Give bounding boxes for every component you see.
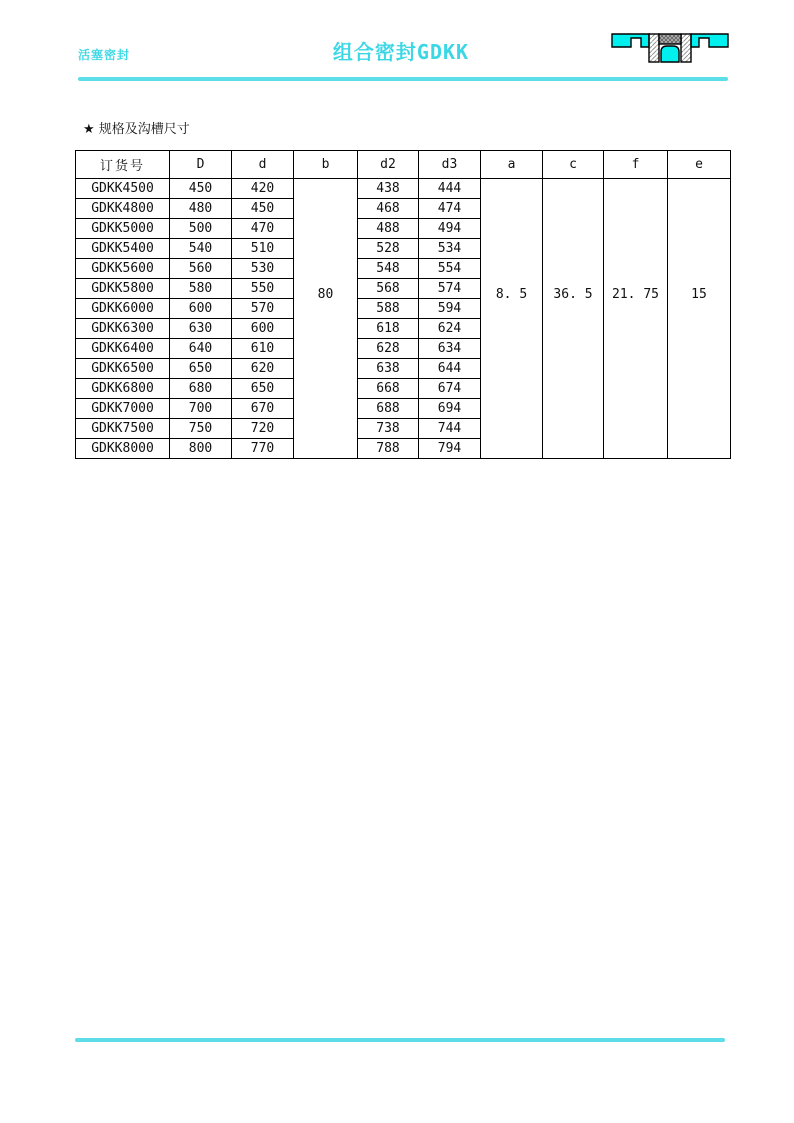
page-title: 组合密封GDKK <box>332 40 470 64</box>
cell-order: GDKK7000 <box>76 399 170 419</box>
col-header-f: f <box>604 151 668 179</box>
cell-d: 530 <box>232 259 294 279</box>
col-header-b: b <box>294 151 358 179</box>
cell-d3: 634 <box>419 339 481 359</box>
table-header-row <box>76 151 731 179</box>
section-title: ★ 规格及沟槽尺寸 <box>83 122 190 137</box>
cell-d3: 474 <box>419 199 481 219</box>
cell-d3: 574 <box>419 279 481 299</box>
cell-d3: 644 <box>419 359 481 379</box>
cell-d2: 468 <box>358 199 419 219</box>
cell-d: 620 <box>232 359 294 379</box>
cell-order: GDKK5600 <box>76 259 170 279</box>
cell-order: GDKK6000 <box>76 299 170 319</box>
footer-rule <box>75 1038 725 1042</box>
cell-d2: 638 <box>358 359 419 379</box>
cell-d2: 668 <box>358 379 419 399</box>
cell-d2: 618 <box>358 319 419 339</box>
cell-d3: 534 <box>419 239 481 259</box>
cell-d: 470 <box>232 219 294 239</box>
cell-d2: 688 <box>358 399 419 419</box>
cell-D: 580 <box>170 279 232 299</box>
cell-D: 680 <box>170 379 232 399</box>
cell-d2: 588 <box>358 299 419 319</box>
cell-d2: 488 <box>358 219 419 239</box>
col-header-d2: d2 <box>358 151 419 179</box>
cell-d2: 438 <box>358 179 419 199</box>
cell-d: 650 <box>232 379 294 399</box>
cell-D: 480 <box>170 199 232 219</box>
cell-d: 720 <box>232 419 294 439</box>
merged-cell-e <box>668 179 731 459</box>
cell-order: GDKK6400 <box>76 339 170 359</box>
cell-d3: 594 <box>419 299 481 319</box>
cell-order: GDKK6800 <box>76 379 170 399</box>
cell-D: 630 <box>170 319 232 339</box>
cell-D: 600 <box>170 299 232 319</box>
cell-D: 500 <box>170 219 232 239</box>
cell-d: 670 <box>232 399 294 419</box>
cell-d3: 554 <box>419 259 481 279</box>
col-header-d3: d3 <box>419 151 481 179</box>
cell-order: GDKK5400 <box>76 239 170 259</box>
cell-d2: 568 <box>358 279 419 299</box>
slide-ring-shape <box>659 34 681 44</box>
col-header-e: e <box>668 151 731 179</box>
merged-value-c: 36. 5 <box>553 287 593 302</box>
cell-order: GDKK8000 <box>76 439 170 459</box>
merged-cell-f <box>604 179 668 459</box>
cell-d3: 674 <box>419 379 481 399</box>
cell-d3: 494 <box>419 219 481 239</box>
cell-D: 750 <box>170 419 232 439</box>
cell-d3: 694 <box>419 399 481 419</box>
cell-D: 450 <box>170 179 232 199</box>
cell-d: 770 <box>232 439 294 459</box>
cell-order: GDKK6300 <box>76 319 170 339</box>
cell-order: GDKK5000 <box>76 219 170 239</box>
merged-cell-c <box>543 179 604 459</box>
right-housing-hatch <box>681 34 691 62</box>
cell-d: 600 <box>232 319 294 339</box>
cell-D: 560 <box>170 259 232 279</box>
cell-order: GDKK5800 <box>76 279 170 299</box>
cell-d2: 738 <box>358 419 419 439</box>
cell-d3: 794 <box>419 439 481 459</box>
cell-d2: 528 <box>358 239 419 259</box>
merged-cell-b <box>294 179 358 459</box>
spec-table <box>75 150 731 459</box>
cell-d: 610 <box>232 339 294 359</box>
col-header-a: a <box>481 151 543 179</box>
table-body <box>76 179 731 459</box>
cell-D: 640 <box>170 339 232 359</box>
cell-D: 700 <box>170 399 232 419</box>
cell-order: GDKK7500 <box>76 419 170 439</box>
seal-cross-section-icon <box>598 28 732 72</box>
col-header-D: D <box>170 151 232 179</box>
table-row <box>76 179 731 199</box>
cell-d3: 444 <box>419 179 481 199</box>
cell-d3: 744 <box>419 419 481 439</box>
cell-d: 550 <box>232 279 294 299</box>
cell-d2: 788 <box>358 439 419 459</box>
cell-d: 510 <box>232 239 294 259</box>
merged-value-e: 15 <box>691 287 707 302</box>
cell-d: 420 <box>232 179 294 199</box>
col-header-d: d <box>232 151 294 179</box>
cell-order: GDKK6500 <box>76 359 170 379</box>
merged-value-a: 8. 5 <box>495 287 528 302</box>
cell-D: 800 <box>170 439 232 459</box>
merged-value-f: 21. 75 <box>612 287 659 302</box>
merged-cell-a <box>481 179 543 459</box>
cell-d: 570 <box>232 299 294 319</box>
cell-order: GDKK4800 <box>76 199 170 219</box>
cell-D: 650 <box>170 359 232 379</box>
col-header-c: c <box>543 151 604 179</box>
cell-D: 540 <box>170 239 232 259</box>
right-ring-shape <box>691 34 728 47</box>
cell-d: 450 <box>232 199 294 219</box>
cell-d3: 624 <box>419 319 481 339</box>
left-ring-shape <box>612 34 649 47</box>
left-housing-hatch <box>649 34 659 62</box>
header-rule <box>78 77 728 81</box>
cell-d2: 628 <box>358 339 419 359</box>
cell-order: GDKK4500 <box>76 179 170 199</box>
col-header-order: 订货号 <box>76 151 170 179</box>
energizer-dome-shape <box>661 46 679 62</box>
header-category-label: 活塞密封 <box>78 48 131 62</box>
merged-value-b: 80 <box>317 287 334 302</box>
cell-d2: 548 <box>358 259 419 279</box>
